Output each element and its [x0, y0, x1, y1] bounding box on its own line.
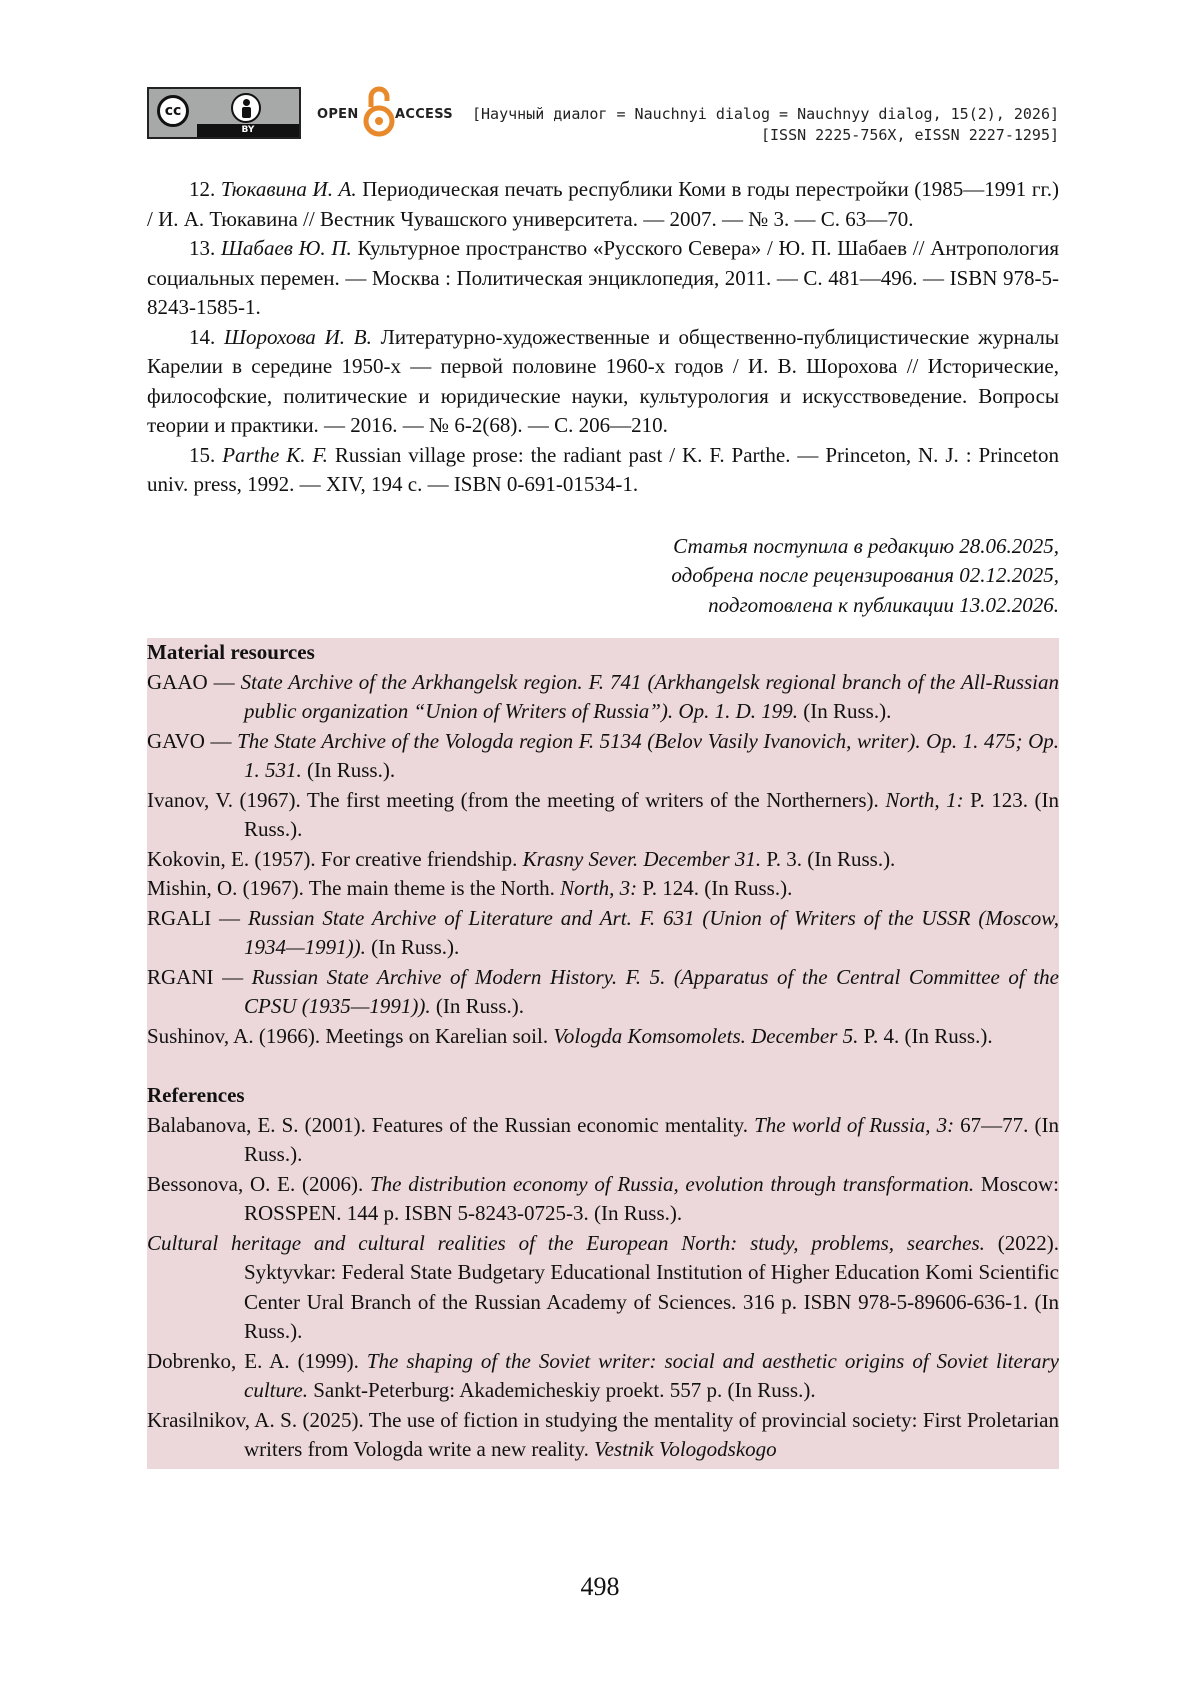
page-header	[147, 85, 1059, 147]
approved-date: одобрена после рецензирования 02.12.2025,	[671, 563, 1059, 587]
material-resource-item: Sushinov, A. (1966). Meetings on Karelian soil. Vologda Komsomolets. December 5. P. 4. (In Russ.).	[147, 1023, 993, 1048]
creative-commons-icon: cc	[157, 95, 189, 127]
page-number: 498	[580, 1572, 620, 1601]
reference-entry: Krasilnikov, A. S. (2025). The use of fiction in studying the mentality of provincial society: First Proletarian writers from Vologda write a new reality. Vestnik Vologodskogo	[147, 1407, 1059, 1461]
publication-date: подготовлена к публикации 13.02.2026.	[708, 592, 1059, 617]
material-resource-item: GAVO — The State Archive of the Vologda region F. 5134 (Belov Vasily Ivanovich, writer). Op. 1. 475; Op. 1. 531. (In Russ.).	[147, 728, 1059, 782]
open-access-lock-icon	[363, 85, 395, 139]
material-resource-item: Mishin, O. (1967). The main theme is the North. North, 3: P. 124. (In Russ.).	[147, 876, 793, 900]
received-date: Статья поступила в редакцию 28.06.2025,	[673, 533, 1059, 558]
material-resource-item: GAAO — State Archive of the Arkhangelsk region. F. 741 (Arkhangelsk regional branch of the All-Russian public organization “Union of Writers of Russia”). Op. 1. D. 199. (In Russ.).	[147, 669, 1059, 723]
journal-citation: [Научный диалог = Nauchnyi dialog = Nauchnyy dialog, 15(2), 2026]	[472, 105, 1059, 123]
article-content	[147, 175, 1059, 1469]
reference-item: 12. Тюкавина И. А. Периодическая печать республики Коми в годы перестройки (1985—1991 гг.) / И. А. Тюкавина // Вестник Чувашского университета. — 2007. — № 3. — С. 63—70.	[147, 177, 1059, 231]
reference-entry: Dobrenko, E. A. (1999). The shaping of the Soviet writer: social and aesthetic origins of Soviet literary culture. Sankt-Peterburg: Akademicheskiy proekt. 557 p. (In Russ.).	[147, 1348, 1059, 1402]
reference-item: 14. Шорохова И. В. Литературно-художественные и общественно-публицистические журналы Карелии в середине 1950-х — первой половине 1960-х годов / И. В. Шорохова // Исторические, философские, политические и юридические науки, культурология и искусствоведение. Вопросы теории и практики. — 2016. — № 6-2(68). — С. 206—210.	[147, 324, 1059, 437]
material-resource-item: RGANI — Russian State Archive of Modern History. F. 5. (Apparatus of the Central Committee of the CPSU (1935—1991)). (In Russ.).	[147, 964, 1059, 1018]
open-access-label-open: OPEN	[317, 107, 359, 122]
reference-item: 15. Parthe K. F. Russian village prose: the radiant past / K. F. Parthe. — Princeton, N. J. : Princeton univ. press, 1992. — XIV, 194 c. — ISBN 0-691-01534-1.	[147, 442, 1059, 496]
journal-issn: [ISSN 2225-756X, eISSN 2227-1295]	[760, 126, 1059, 144]
reference-entry: Cultural heritage and cultural realities of the European North: study, problems, searches. (2022). Syktyvkar: Federal State Budgetary Educational Institution of Higher Education Komi Scientific Center Ural Branch of the Russian Academy of Sciences. 316 p. ISBN 978-5-89606-636-1. (In Russ.).	[147, 1230, 1059, 1343]
reference-item: 13. Шабаев Ю. П. Культурное пространство «Русского Севера» / Ю. П. Шабаев // Антропология социальных перемен. — Москва : Политическая энциклопедия, 2011. — С. 481—496. — ISBN 978-5-8243-1585-1.	[147, 236, 1060, 319]
russian-reference-list	[147, 175, 1059, 500]
material-resources-heading: Material resources	[147, 640, 315, 664]
cc-by-license-badge	[147, 87, 301, 139]
material-resource-item: Ivanov, V. (1967). The first meeting (from the meeting of writers of the Northerners). North, 1: P. 123. (In Russ.).	[147, 787, 1059, 841]
material-resource-item: RGALI — Russian State Archive of Literature and Art. F. 631 (Union of Writers of the USSR (Moscow, 1934—1991)). (In Russ.).	[147, 905, 1059, 959]
open-access-label-access: ACCESS	[395, 107, 453, 122]
by-label: BY	[197, 124, 299, 137]
article-received-dates	[147, 532, 1059, 621]
attribution-person-icon	[231, 93, 261, 123]
references-heading: References	[147, 1083, 245, 1107]
reference-entry: Bessonova, O. E. (2006). The distribution economy of Russia, evolution through transformation. Moscow: ROSSPEN. 144 p. ISBN 5-8243-0725-3. (In Russ.).	[147, 1171, 1059, 1225]
reference-entry: Balabanova, E. S. (2001). Features of the Russian economic mentality. The world of Russia, 3: 67—77. (In Russ.).	[147, 1112, 1059, 1166]
material-resource-item: Kokovin, E. (1957). For creative friendship. Krasny Sever. December 31. P. 3. (In Russ.).	[147, 846, 896, 871]
english-references-block	[147, 638, 1059, 1469]
